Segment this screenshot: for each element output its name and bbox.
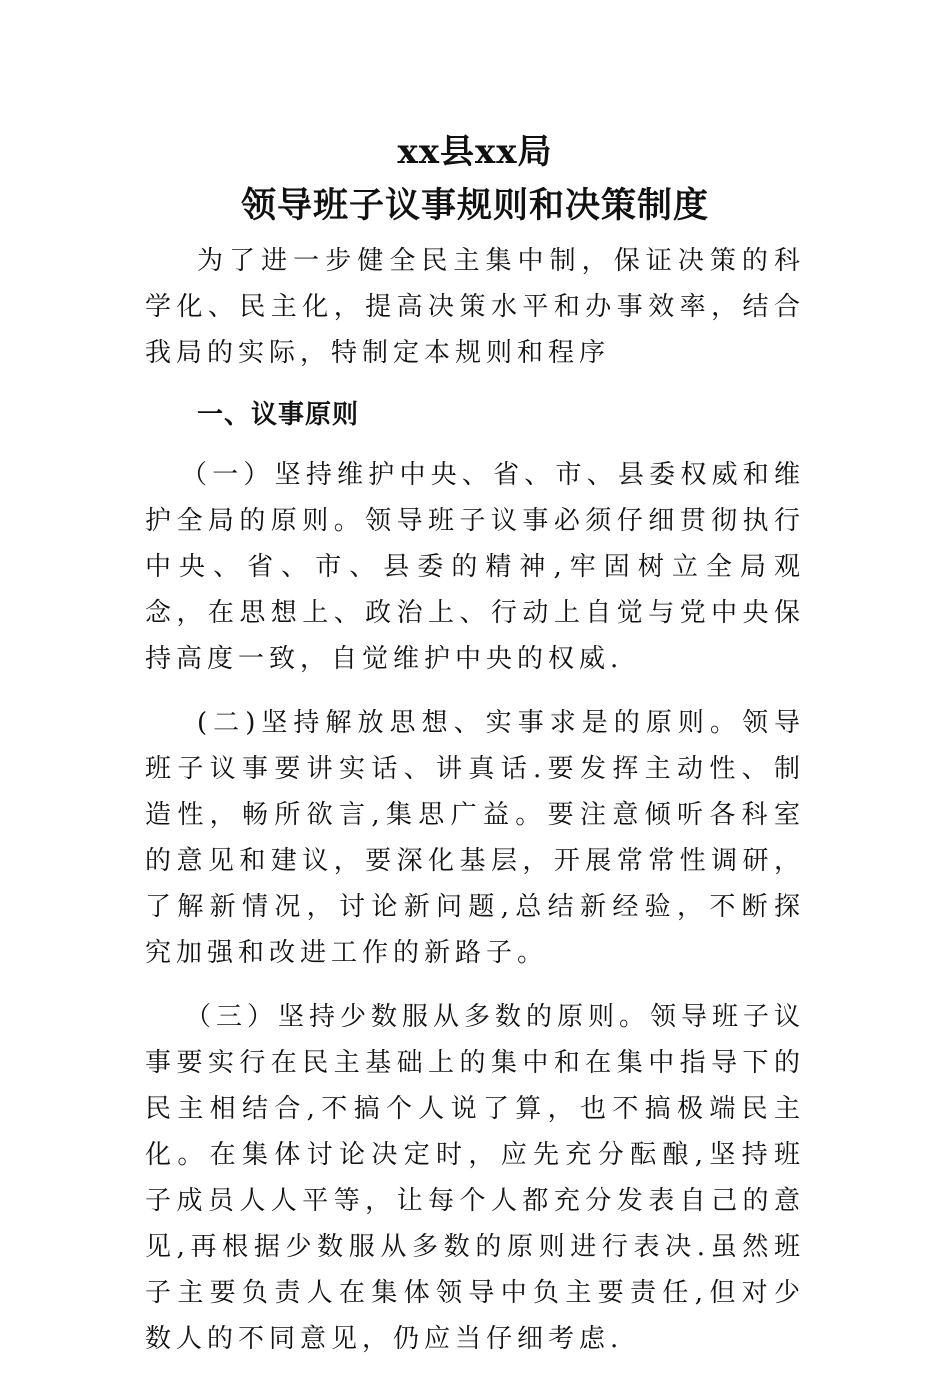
section-heading-principles: 一、议事原则 [197,400,360,430]
document-title-line2: 领导班子议事规则和决策制度 [240,185,709,226]
principle-item-1: （一）坚持维护中央、省、市、县委权威和维护全局的原则。领导班子议事必须仔细贯彻执行中央、省、市、县委的精神,牢固树立全局观念，在思想上、政治上、行动上自觉与党中央保持高度一致，自觉维护中央的权威. [145,460,805,674]
document-page [145,126,805,1380]
document-title-line1: xx县xx局 [397,132,553,172]
intro-paragraph: 为了进一步健全民主集中制，保证决策的科学化、民主化，提高决策水平和办事效率，结合我局的实际，特制定本规则和程序 [145,246,805,368]
principle-item-2: (二)坚持解放思想、实事求是的原则。领导班子议事要讲实话、讲真话.要发挥主动性、制造性，畅所欲言,集思广益。要注意倾听各科室的意见和建议，要深化基层，开展常常性调研，了解新情况，讨论新问题,总结新经验，不断探究加强和改进工作的新路子。 [145,708,805,968]
principle-item-3: （三）坚持少数服从多数的原则。领导班子议事要实行在民主基础上的集中和在集中指导下的民主相结合,不搞个人说了算，也不搞极端民主化。在集体讨论决定时，应先充分酝酿,坚持班子成员人人平等，让每个人都充分发表自己的意见,再根据少数服从多数的原则进行表决.虽然班子主要负责人在集体领导中负主要责任,但对少数人的不同意见，仍应当仔细考虑. [145,1002,806,1354]
